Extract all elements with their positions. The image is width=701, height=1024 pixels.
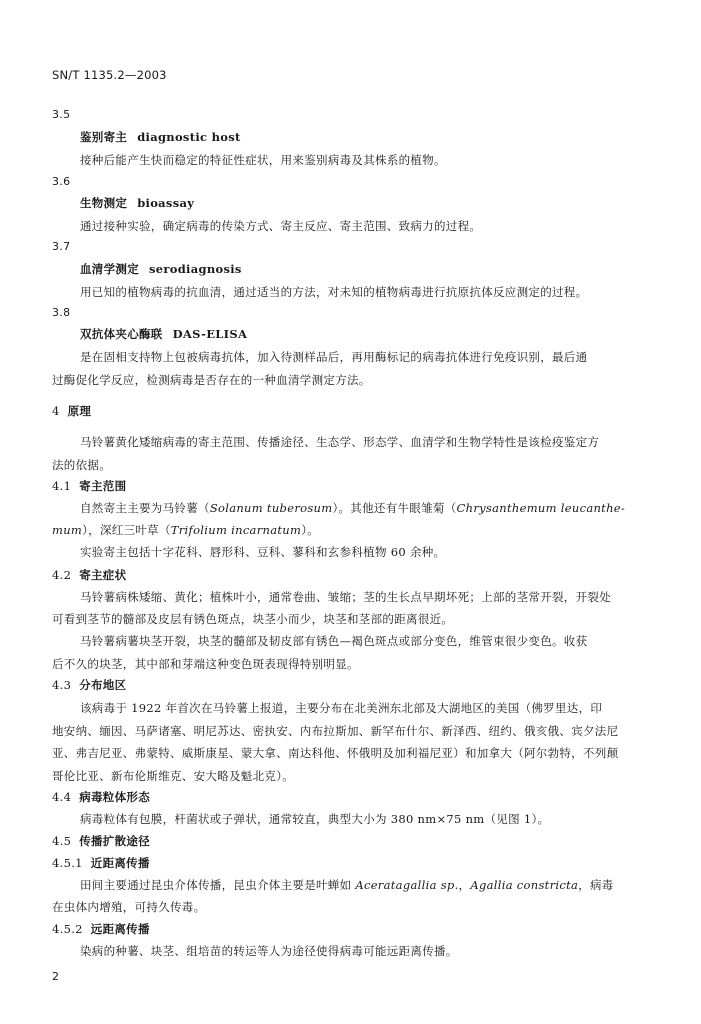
paragraph-line: 马铃薯黄化矮缩病毒的寄主范围、传播途径、生态学、形态学、血清学和生物学特性是该检疫鉴定方 bbox=[80, 435, 600, 449]
definition-line: 是在固相支持物上包被病毒抗体，加入待测样品后，再用酶标记的病毒抗体进行免疫识别，最后通 bbox=[80, 350, 588, 364]
section-heading bbox=[52, 856, 150, 870]
paragraph-line: 马铃薯病株矮缩、黄化；植株叶小，通常卷曲、皱缩；茎的生长点早期坏死；上部的茎常开裂，开裂处 bbox=[80, 590, 611, 604]
clause-number: 3.8 bbox=[52, 306, 71, 319]
definition: 用已知的植物病毒的抗血清，通过适当的方法，对未知的植物病毒进行抗原抗体反应测定的过程。 bbox=[80, 285, 588, 299]
section-number: 4.3 bbox=[52, 678, 72, 692]
term-zh: 双抗体夹心酶联 bbox=[80, 327, 163, 341]
standard-code-header: SN/T 1135.2—2003 bbox=[52, 68, 167, 82]
paragraph-line: 哥伦比亚、新布伦斯维克、安大略及魁北克）。 bbox=[52, 769, 295, 783]
paragraph-line: 后不久的块茎，其中部和芽端这种变色斑表现得特别明显。 bbox=[52, 657, 359, 671]
section-title: 远距离传播 bbox=[90, 922, 150, 936]
definition: 接种后能产生快而稳定的特征性症状，用来鉴别病毒及其株系的植物。 bbox=[80, 153, 446, 167]
text-run: 田间主要通过昆虫介体传播，昆虫介体主要是叶蝉如 bbox=[80, 878, 356, 892]
paragraph-line: 病毒粒体有包膜，杆菌状或子弹状，通常较直，典型大小为 380 nm×75 nm（见图 1）。 bbox=[80, 812, 550, 826]
section-number: 4.1 bbox=[52, 479, 72, 493]
section-title: 分布地区 bbox=[79, 678, 127, 692]
paragraph-line bbox=[52, 523, 319, 537]
text-run: ）。其他还有牛眼雏菊（ bbox=[332, 501, 457, 515]
paragraph-line: 马铃薯病薯块茎开裂，块茎的髓部及韧皮部有锈色—褐色斑点或部分变色，维管束很少变色。收获 bbox=[80, 634, 588, 648]
latin-name: Aceratagallia sp. bbox=[355, 878, 459, 892]
clause-number: 3.6 bbox=[52, 175, 71, 188]
term-heading bbox=[80, 196, 194, 210]
text-run: ， bbox=[458, 878, 471, 892]
paragraph-line: 在虫体内增殖，可持久传毒。 bbox=[52, 900, 206, 914]
section-heading bbox=[52, 404, 91, 418]
section-title: 近距离传播 bbox=[90, 856, 150, 870]
definition-line: 过酶促化学反应，检测病毒是否存在的一种血清学测定方法。 bbox=[52, 373, 371, 387]
latin-name: Trifolium incarnatum bbox=[170, 523, 302, 537]
section-heading bbox=[52, 834, 150, 848]
latin-name: mum bbox=[52, 523, 83, 537]
term-zh: 鉴别寄主 bbox=[80, 130, 128, 144]
term-zh: 血清学测定 bbox=[80, 262, 139, 276]
page-number: 2 bbox=[52, 970, 59, 983]
clause-number: 3.5 bbox=[52, 108, 71, 121]
clause-number: 3.7 bbox=[52, 240, 71, 253]
paragraph-line: 染病的种薯、块茎、组培苗的转运等人为途径使得病毒可能远距离传播。 bbox=[80, 944, 458, 958]
term-heading bbox=[80, 327, 247, 341]
definition: 通过接种实验，确定病毒的传染方式、寄主反应、寄主范围、致病力的过程。 bbox=[80, 219, 482, 233]
latin-name: Solanum tuberosum bbox=[209, 501, 333, 515]
term-heading bbox=[80, 262, 242, 276]
section-title: 病毒粒体形态 bbox=[79, 790, 151, 804]
term-en: diagnostic host bbox=[137, 130, 241, 144]
paragraph-line: 地安纳、缅因、马萨诸塞、明尼苏达、密执安、内布拉斯加、新罕布什尔、新泽西、纽约、俄亥俄、宾夕法尼 bbox=[52, 724, 619, 738]
text-run: ，病毒 bbox=[578, 878, 614, 892]
section-heading bbox=[52, 479, 126, 493]
section-number: 4.5.1 bbox=[52, 856, 83, 870]
text-run: ）。 bbox=[301, 523, 320, 537]
paragraph-line: 亚、弗吉尼亚、弗蒙特、威斯康星、蒙大拿、南达科他、怀俄明及加利福尼亚）和加拿大（阿尔勃特，不列颠 bbox=[52, 746, 619, 760]
paragraph-line bbox=[80, 878, 614, 892]
section-number: 4.5 bbox=[52, 834, 72, 848]
paragraph-line bbox=[80, 501, 625, 515]
section-heading bbox=[52, 678, 126, 692]
paragraph-line: 法的依据。 bbox=[52, 458, 111, 472]
section-number: 4 bbox=[52, 404, 60, 418]
term-zh: 生物测定 bbox=[80, 196, 128, 210]
section-title: 原理 bbox=[67, 404, 92, 418]
section-heading bbox=[52, 790, 150, 804]
latin-name: Chrysanthemum leucanthe- bbox=[456, 501, 626, 515]
term-en: DAS-ELISA bbox=[172, 327, 248, 341]
section-title: 寄主症状 bbox=[79, 568, 127, 582]
term-en: bioassay bbox=[137, 196, 195, 210]
text-run: 自然寄主主要为马铃薯（ bbox=[80, 501, 210, 515]
paragraph-line: 实验寄主包括十字花科、唇形科、豆科、蓼科和玄参科植物 60 余种。 bbox=[80, 545, 446, 559]
section-number: 4.2 bbox=[52, 568, 72, 582]
section-title: 寄主范围 bbox=[79, 479, 127, 493]
paragraph-line: 该病毒于 1922 年首次在马铃薯上报道，主要分布在北美洲东北部及大湖地区的美国（佛罗里达，印 bbox=[80, 701, 603, 715]
section-heading bbox=[52, 568, 126, 582]
section-heading bbox=[52, 922, 150, 936]
section-title: 传播扩散途径 bbox=[79, 834, 151, 848]
term-heading bbox=[80, 130, 241, 144]
paragraph-line: 可看到茎节的髓部及皮层有锈色斑点，块茎小而少，块茎和茎部的距离很近。 bbox=[52, 612, 454, 626]
latin-name: Agallia constricta bbox=[470, 878, 579, 892]
text-run: ），深红三叶草（ bbox=[82, 523, 171, 537]
term-en: serodiagnosis bbox=[149, 262, 242, 276]
section-number: 4.4 bbox=[52, 790, 72, 804]
section-number: 4.5.2 bbox=[52, 922, 83, 936]
